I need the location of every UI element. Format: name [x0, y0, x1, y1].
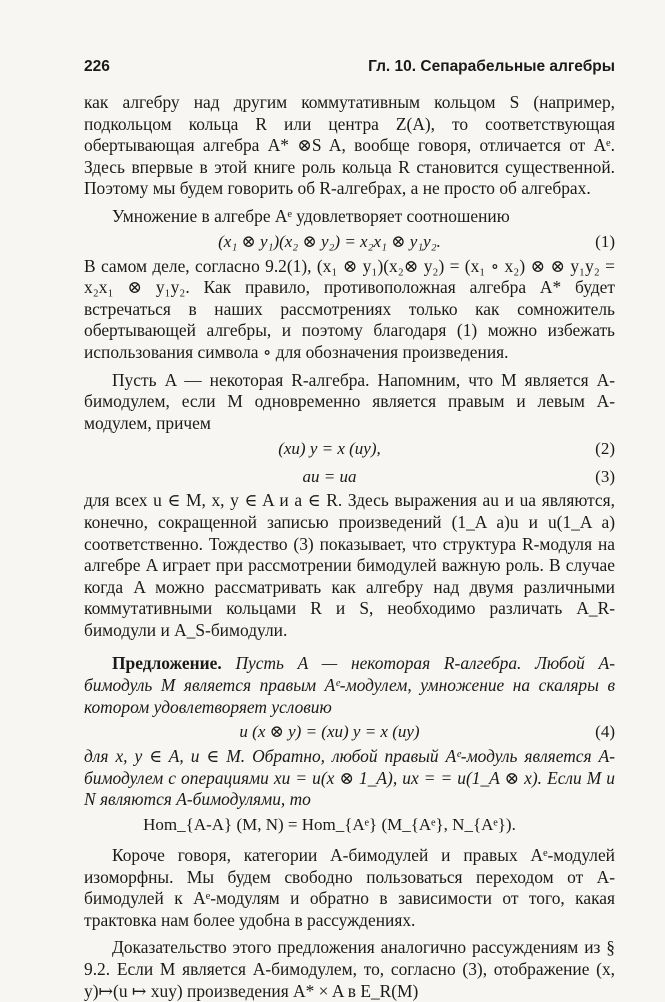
page-number: 226: [84, 58, 110, 75]
proposition-text: Пусть A — некоторая R-алгебра. Любой A-бимодуль M является правым Aᵉ-модулем, умножение на скаляры в котором удовлетворяет условию: [84, 653, 615, 717]
chapter-title: Гл. 10. Сепарабельные алгебры: [368, 58, 615, 75]
proposition: [84, 653, 615, 718]
equation-3-number: (3): [595, 466, 615, 486]
paragraph-8: Короче говоря, категории A-бимодулей и правых Aᵉ-модулей изоморфны. Мы будем свободно пользоваться переходом от A-бимодулей к Aᵉ-модулям и обратно в зависимости от того, какая трактовка нам более удобна в рассуждениях.: [84, 845, 615, 930]
equation-4-formula: u (x ⊗ y) = (xu) y = x (uy): [239, 722, 420, 742]
equation-5-formula: Hom_{A-A} (M, N) = Hom_{Aᵉ} (M_{Aᵉ}, N_{Aᵉ}).: [143, 815, 516, 835]
paragraph-1: как алгебру над другим коммутативным кольцом S (например, подкольцом кольца R или центра Z(A), то соответствующая обертывающая алгебра A* ⊗S A, вообще говоря, отличается от Aᵉ. Здесь впервые в этой книге роль кольца R становится существенной. Поэтому мы будем говорить об R-алгебрах, а не просто об алгебрах.: [84, 92, 615, 199]
paragraph-2: Умножение в алгебре Aᵉ удовлетворяет соотношению: [112, 205, 510, 226]
equation-4: [84, 718, 615, 746]
paragraph-3: В самом деле, согласно 9.2(1), (x₁ ⊗ y₁)(x₂⊗ y₂) = (x₁ ∘ x₂) ⊗ ⊗ y₁y₂ = x₂x₁ ⊗ y₁y₂. Как правило, противоположная алгебра A* будет встречаться в наших рассмотрениях только как сомножитель обертывающей алгебры, и поэтому благодаря (1) можно избежать использования символа ∘ для обозначения произведения.: [84, 255, 615, 362]
page-body: [84, 92, 615, 1002]
proposition-label: Предложение.: [112, 653, 222, 674]
equation-1-formula: (x₁ ⊗ y₁)(x₂ ⊗ y₂) = x₂x₁ ⊗ y₁y₂.: [218, 231, 441, 251]
equation-5: [84, 811, 615, 839]
equation-1: [84, 228, 615, 256]
paragraph-9: Доказательство этого предложения аналогично рассуждениям из § 9.2. Если M является A-бимодулем, то, согласно (3), отображение (x, y)↦(u ↦ xuy) произведения A* × A в E_R(M): [84, 937, 615, 1001]
equation-3-formula: au = ua: [302, 466, 357, 486]
equation-2-formula: (xu) y = x (uy),: [278, 438, 381, 458]
paragraph-4: Пусть A — некоторая R-алгебра. Напомним, что M является A-бимодулем, если M одновременно является правым и левым A-модулем, причем: [84, 369, 615, 433]
running-header: [84, 58, 615, 76]
paragraph-5: для всех u ∈ M, x, y ∈ A и a ∈ R. Здесь выражения au и ua являются, конечно, сокращенной записью произведений (1_A a)u и u(1_A a) соответственно. Тождество (3) показывает, что структура R-модуля на алгебре A играет при рассмотрении бимодулей важную роль. В случае когда A можно рассматривать как алгебру над двумя различными коммутативными кольцами R и S, необходимо различать A_R-бимодули и A_S-бимодули.: [84, 490, 615, 640]
equation-4-number: (4): [595, 722, 615, 742]
equation-2: [84, 434, 615, 462]
paragraph-7: для x, y ∈ A, u ∈ M. Обратно, любой правый Aᵉ-модуль является A-бимодулем с операциями xu = u(x ⊗ 1_A), ux = = u(1_A ⊗ x). Если M и N являются A-бимодулями, то: [84, 746, 615, 810]
equation-2-number: (2): [595, 438, 615, 458]
equation-3: [84, 462, 615, 490]
equation-1-number: (1): [595, 231, 615, 251]
